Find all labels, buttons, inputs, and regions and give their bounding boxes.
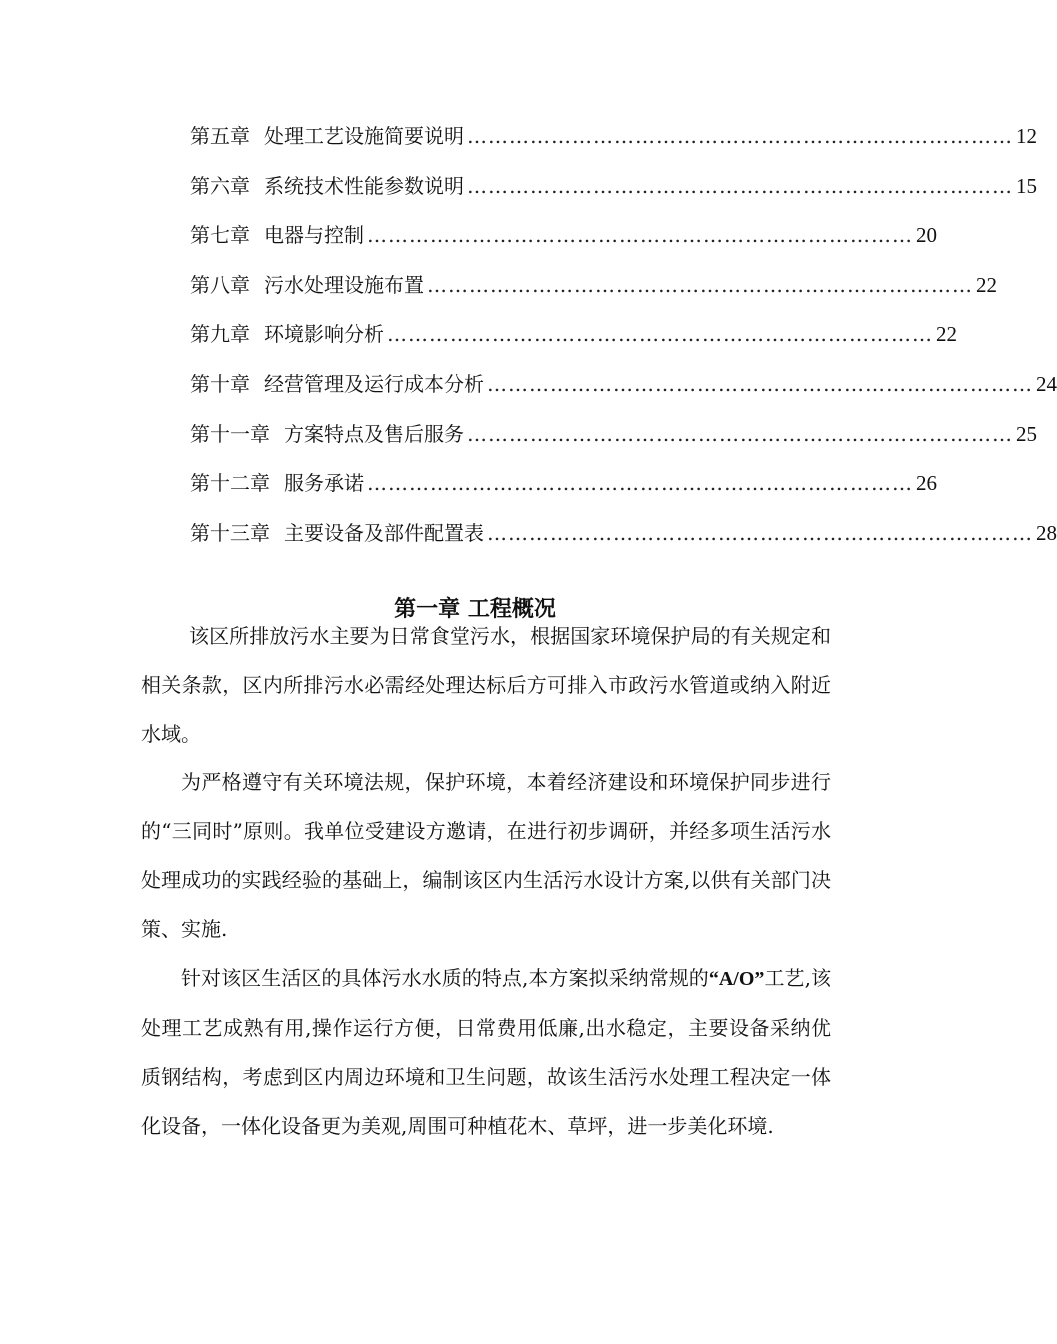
toc-chapter-title: 处理工艺设施简要说明 xyxy=(264,124,464,148)
toc-chapter-number: 第十二章 xyxy=(190,471,270,496)
toc-chapter-number: 第十三章 xyxy=(190,520,270,545)
toc-entry[interactable] xyxy=(190,267,997,317)
toc-page-number: 26 xyxy=(916,471,937,496)
paragraph-process xyxy=(141,954,831,1151)
toc-leader-dots: …………………………………………………………………… xyxy=(487,371,1033,396)
toc-entry[interactable] xyxy=(190,416,1037,466)
table-of-contents xyxy=(190,118,1057,564)
toc-leader-dots: …………………………………………………………………… xyxy=(367,471,913,496)
paragraph-principles: 为严格遵守有关环境法规，保护环境，本着经济建设和环境保护同步进行的“三同时”原则。我单位受建设方邀请，在进行初步调研，并经多项生活污水处理成功的实践经验的基础上，编制该区内生活污水设计方案,以供有关部门决策、实施. xyxy=(141,770,831,941)
toc-page-number: 22 xyxy=(936,322,957,347)
toc-page-number: 24 xyxy=(1036,371,1057,396)
toc-page-number: 25 xyxy=(1016,421,1037,446)
toc-leader-dots: …………………………………………………………………… xyxy=(467,124,1013,148)
toc-entry[interactable] xyxy=(190,515,1057,565)
process-name-bold: “A/O” xyxy=(708,968,765,990)
toc-chapter-title: 方案特点及售后服务 xyxy=(284,421,464,446)
paragraph-overview: 该区所排放污水主要为日常食堂污水，根据国家环境保护局的有关规定和相关条款，区内所排污水必需经处理达标后方可排入市政污水管道或纳入附近水域。 xyxy=(141,624,831,746)
toc-chapter-number: 第七章 xyxy=(190,223,250,248)
toc-entry[interactable] xyxy=(190,217,937,267)
toc-chapter-title: 服务承诺 xyxy=(284,471,364,496)
toc-page-number: 28 xyxy=(1036,520,1057,545)
toc-entry[interactable] xyxy=(190,465,937,515)
toc-chapter-number: 第九章 xyxy=(190,322,250,347)
toc-entry[interactable] xyxy=(190,366,1057,416)
toc-entry[interactable] xyxy=(190,316,957,366)
toc-chapter-title: 电器与控制 xyxy=(264,223,364,248)
toc-chapter-title: 污水处理设施布置 xyxy=(264,272,424,297)
toc-leader-dots: …………………………………………………………………… xyxy=(467,173,1013,198)
toc-chapter-number: 第十一章 xyxy=(190,421,270,446)
toc-leader-dots: …………………………………………………………………… xyxy=(387,322,933,347)
toc-leader-dots: …………………………………………………………………… xyxy=(367,223,913,248)
paragraph-process-start: 针对该区生活区的具体污水水质的特点,本方案拟采纳常规的 xyxy=(181,966,709,990)
toc-chapter-title: 主要设备及部件配置表 xyxy=(284,520,484,545)
toc-chapter-number: 第五章 xyxy=(190,124,250,148)
toc-entry[interactable] xyxy=(190,118,1037,168)
toc-leader-dots: …………………………………………………………………… xyxy=(427,272,973,297)
toc-page-number: 20 xyxy=(916,223,937,248)
toc-leader-dots: …………………………………………………………………… xyxy=(467,421,1013,446)
toc-page-number: 22 xyxy=(976,272,997,297)
toc-page-number: 15 xyxy=(1016,173,1037,198)
toc-page-number: 12 xyxy=(1016,124,1037,148)
chapter-heading: 第一章 工程概况 xyxy=(394,596,556,622)
toc-chapter-title: 环境影响分析 xyxy=(264,322,384,347)
toc-chapter-title: 系统技术性能参数说明 xyxy=(264,173,464,198)
toc-leader-dots: …………………………………………………………………… xyxy=(487,520,1033,545)
toc-chapter-title: 经营管理及运行成本分析 xyxy=(264,371,484,396)
toc-chapter-number: 第八章 xyxy=(190,272,250,297)
toc-entry[interactable] xyxy=(190,168,1037,218)
toc-chapter-number: 第六章 xyxy=(190,173,250,198)
toc-chapter-number: 第十章 xyxy=(190,371,250,396)
paragraph-process-end: 工艺,该处理工艺成熟有用,操作运行方便，日常费用低廉,出水稳定，主要设备采纳优质钢结构，考虑到区内周边环境和卫生问题，故该生活污水处理工程决定一体化设备，一体化设备更为美观,周围可种植花木、草坪，进一步美化环境. xyxy=(141,966,832,1138)
